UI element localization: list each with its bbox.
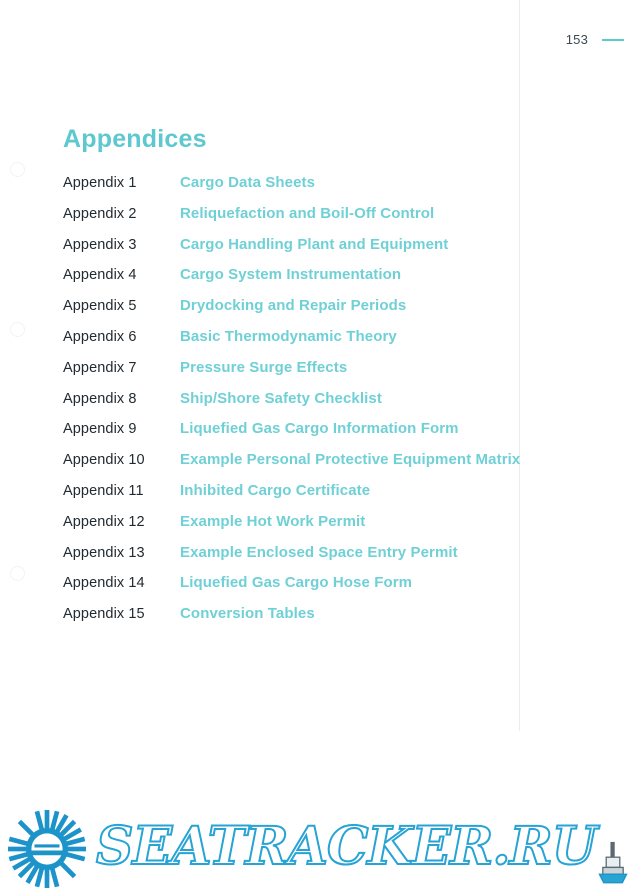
appendix-link[interactable]: Liquefied Gas Cargo Hose Form [180, 574, 413, 592]
list-item[interactable] [63, 605, 583, 636]
list-item[interactable] [63, 451, 583, 482]
list-item[interactable] [63, 174, 583, 205]
appendix-link[interactable]: Cargo Handling Plant and Equipment [180, 235, 449, 253]
appendix-label: Appendix 4 [63, 267, 137, 284]
appendix-link[interactable]: Basic Thermodynamic Theory [180, 327, 397, 345]
appendix-label: Appendix 7 [63, 359, 137, 376]
list-item[interactable] [63, 482, 583, 513]
appendix-link[interactable]: Example Personal Protective Equipment Matrix [180, 451, 521, 469]
list-item[interactable] [63, 513, 583, 544]
list-item[interactable] [63, 297, 583, 328]
folio-dash-icon [602, 39, 624, 41]
list-item[interactable] [63, 359, 583, 390]
appendix-link[interactable]: Reliquefaction and Boil-Off Control [180, 204, 435, 222]
appendix-label: Appendix 15 [63, 606, 145, 623]
list-item[interactable] [63, 544, 583, 575]
ship-icon [596, 838, 630, 890]
appendix-label: Appendix 2 [63, 205, 137, 222]
list-item[interactable] [63, 266, 583, 297]
list-item[interactable] [63, 328, 583, 359]
appendix-link[interactable]: Inhibited Cargo Certificate [180, 481, 371, 499]
watermark-text: SEATRACKER.RU [96, 816, 597, 877]
list-item[interactable] [63, 390, 583, 421]
list-item[interactable] [63, 574, 583, 605]
appendix-link[interactable]: Example Hot Work Permit [180, 512, 366, 530]
appendix-label: Appendix 8 [63, 390, 137, 407]
appendix-link[interactable]: Drydocking and Repair Periods [180, 297, 407, 315]
binding-mark [10, 162, 25, 177]
appendix-label: Appendix 9 [63, 421, 137, 438]
appendix-link[interactable]: Cargo Data Sheets [180, 174, 316, 191]
appendix-label: Appendix 3 [63, 236, 137, 253]
appendix-link[interactable]: Pressure Surge Effects [180, 358, 348, 376]
list-item[interactable] [63, 236, 583, 267]
binding-mark [10, 322, 25, 337]
appendix-label: Appendix 14 [63, 575, 145, 592]
appendix-link[interactable]: Liquefied Gas Cargo Information Form [180, 420, 459, 438]
appendix-label: Appendix 1 [63, 175, 137, 191]
appendix-label: Appendix 6 [63, 328, 137, 345]
appendix-label: Appendix 12 [63, 513, 145, 530]
watermark [0, 800, 642, 896]
appendix-label: Appendix 11 [63, 482, 144, 499]
list-item[interactable] [63, 420, 583, 451]
page-folio [566, 32, 624, 47]
page-title: Appendices [63, 124, 207, 153]
binding-mark [10, 566, 25, 581]
appendix-link[interactable]: Conversion Tables [180, 605, 315, 623]
sun-burst-icon [8, 810, 86, 888]
appendix-label: Appendix 5 [63, 298, 137, 315]
list-item[interactable] [63, 205, 583, 236]
appendix-label: Appendix 10 [63, 452, 145, 469]
appendix-link[interactable]: Ship/Shore Safety Checklist [180, 389, 382, 407]
appendix-link[interactable]: Cargo System Instrumentation [180, 266, 402, 284]
appendix-list [63, 174, 583, 636]
appendix-link[interactable]: Example Enclosed Space Entry Permit [180, 543, 458, 561]
appendix-label: Appendix 13 [63, 544, 145, 561]
page-number: 153 [565, 32, 588, 47]
